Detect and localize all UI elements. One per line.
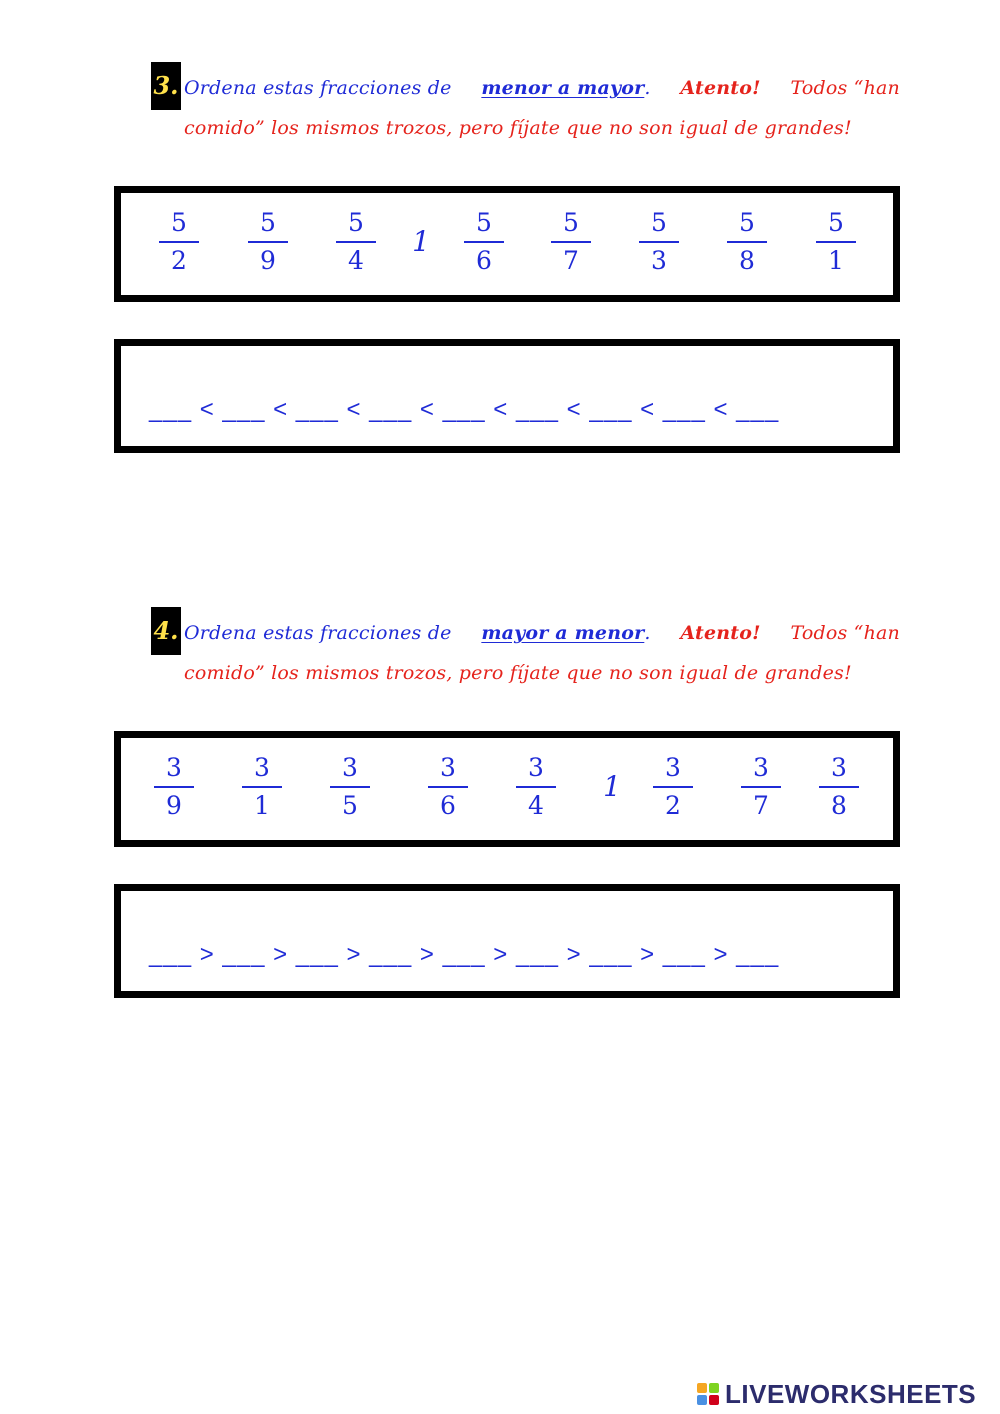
fraction-bar	[819, 786, 859, 788]
fraction-numerator: 3	[440, 753, 456, 782]
instruction-text: Ordena estas fracciones de	[184, 622, 452, 644]
brand-name: LIVEWORKSHEETS	[725, 1378, 977, 1409]
fraction-item[interactable]	[330, 752, 370, 822]
fractions-box	[114, 186, 900, 302]
fraction-bar	[428, 786, 468, 788]
fraction-numerator: 3	[831, 753, 847, 782]
answer-blanks[interactable]: ___ < ___ < ___ < ___ < ___ < ___ < ___ < ___ < ___	[149, 396, 780, 423]
fraction-numerator: 5	[171, 208, 187, 237]
fraction-numerator: 5	[828, 208, 844, 237]
fraction-bar	[242, 786, 282, 788]
fraction-numerator: 5	[260, 208, 276, 237]
fraction-item[interactable]	[428, 752, 468, 822]
fraction-bar	[248, 241, 288, 243]
fraction-denominator: 9	[166, 791, 182, 820]
fraction-item[interactable]	[464, 207, 504, 277]
fraction-item[interactable]	[741, 752, 781, 822]
instruction-warning: Todos “han	[790, 622, 900, 644]
fraction-denominator: 2	[171, 246, 187, 275]
fraction-denominator: 6	[440, 791, 456, 820]
liveworksheets-brand[interactable]	[697, 1378, 976, 1410]
liveworksheets-logo-icon	[697, 1383, 719, 1405]
fraction-item[interactable]	[551, 207, 591, 277]
fraction-numerator: 3	[342, 753, 358, 782]
fraction-numerator: 5	[651, 208, 667, 237]
fraction-numerator: 3	[166, 753, 182, 782]
fraction-numerator: 3	[665, 753, 681, 782]
fraction-item[interactable]	[154, 752, 194, 822]
fraction-item[interactable]	[242, 752, 282, 822]
answer-box	[114, 884, 900, 998]
fraction-item[interactable]	[639, 207, 679, 277]
fraction-item[interactable]	[727, 207, 767, 277]
fraction-bar	[639, 241, 679, 243]
fraction-item[interactable]	[336, 207, 376, 277]
fraction-numerator: 5	[563, 208, 579, 237]
fraction-numerator: 3	[753, 753, 769, 782]
fraction-numerator: 5	[476, 208, 492, 237]
fraction-bar	[464, 241, 504, 243]
exercise-number-badge: 3.	[151, 62, 181, 110]
fraction-denominator: 1	[254, 791, 270, 820]
exercise-instruction	[184, 613, 900, 684]
fraction-item[interactable]	[516, 752, 556, 822]
fraction-denominator: 1	[828, 246, 844, 275]
fraction-denominator: 5	[342, 791, 358, 820]
fraction-denominator: 7	[563, 246, 579, 275]
answer-box	[114, 339, 900, 453]
fraction-bar	[159, 241, 199, 243]
fraction-denominator: 8	[831, 791, 847, 820]
fraction-item[interactable]	[819, 752, 859, 822]
fraction-bar	[516, 786, 556, 788]
fraction-denominator: 6	[476, 246, 492, 275]
instruction-warning: Todos “han	[790, 77, 900, 99]
fraction-numerator: 5	[739, 208, 755, 237]
fraction-numerator: 3	[254, 753, 270, 782]
instruction-line-2: comido” los mismos trozos, pero fíjate que no son igual de grandes!	[184, 117, 852, 139]
fraction-denominator: 3	[651, 246, 667, 275]
exercise-instruction	[184, 68, 900, 139]
fraction-denominator: 7	[753, 791, 769, 820]
fraction-denominator: 2	[665, 791, 681, 820]
fraction-bar	[336, 241, 376, 243]
instruction-text: Ordena estas fracciones de	[184, 77, 452, 99]
fraction-denominator: 4	[348, 246, 364, 275]
fraction-denominator: 9	[260, 246, 276, 275]
number-one-marker[interactable]: 1	[603, 770, 621, 803]
fraction-bar	[727, 241, 767, 243]
answer-blanks[interactable]: ___ > ___ > ___ > ___ > ___ > ___ > ___ > ___ > ___	[149, 941, 780, 968]
fraction-item[interactable]	[653, 752, 693, 822]
instruction-period: .	[644, 77, 651, 99]
fraction-item[interactable]	[159, 207, 199, 277]
fraction-numerator: 3	[528, 753, 544, 782]
atento-label: Atento!	[680, 77, 761, 99]
fraction-item[interactable]	[816, 207, 856, 277]
fraction-denominator: 4	[528, 791, 544, 820]
instruction-emphasis: menor a mayor	[481, 77, 645, 99]
exercise-number-badge: 4.	[151, 607, 181, 655]
fraction-bar	[551, 241, 591, 243]
fraction-bar	[330, 786, 370, 788]
fraction-bar	[741, 786, 781, 788]
instruction-period: .	[644, 622, 651, 644]
fraction-bar	[653, 786, 693, 788]
atento-label: Atento!	[680, 622, 761, 644]
instruction-emphasis: mayor a menor	[481, 622, 645, 644]
fraction-numerator: 5	[348, 208, 364, 237]
number-one-marker[interactable]: 1	[412, 225, 430, 258]
fraction-bar	[154, 786, 194, 788]
instruction-line-2: comido” los mismos trozos, pero fíjate que no son igual de grandes!	[184, 662, 852, 684]
fraction-bar	[816, 241, 856, 243]
fractions-box	[114, 731, 900, 847]
fraction-item[interactable]	[248, 207, 288, 277]
fraction-denominator: 8	[739, 246, 755, 275]
